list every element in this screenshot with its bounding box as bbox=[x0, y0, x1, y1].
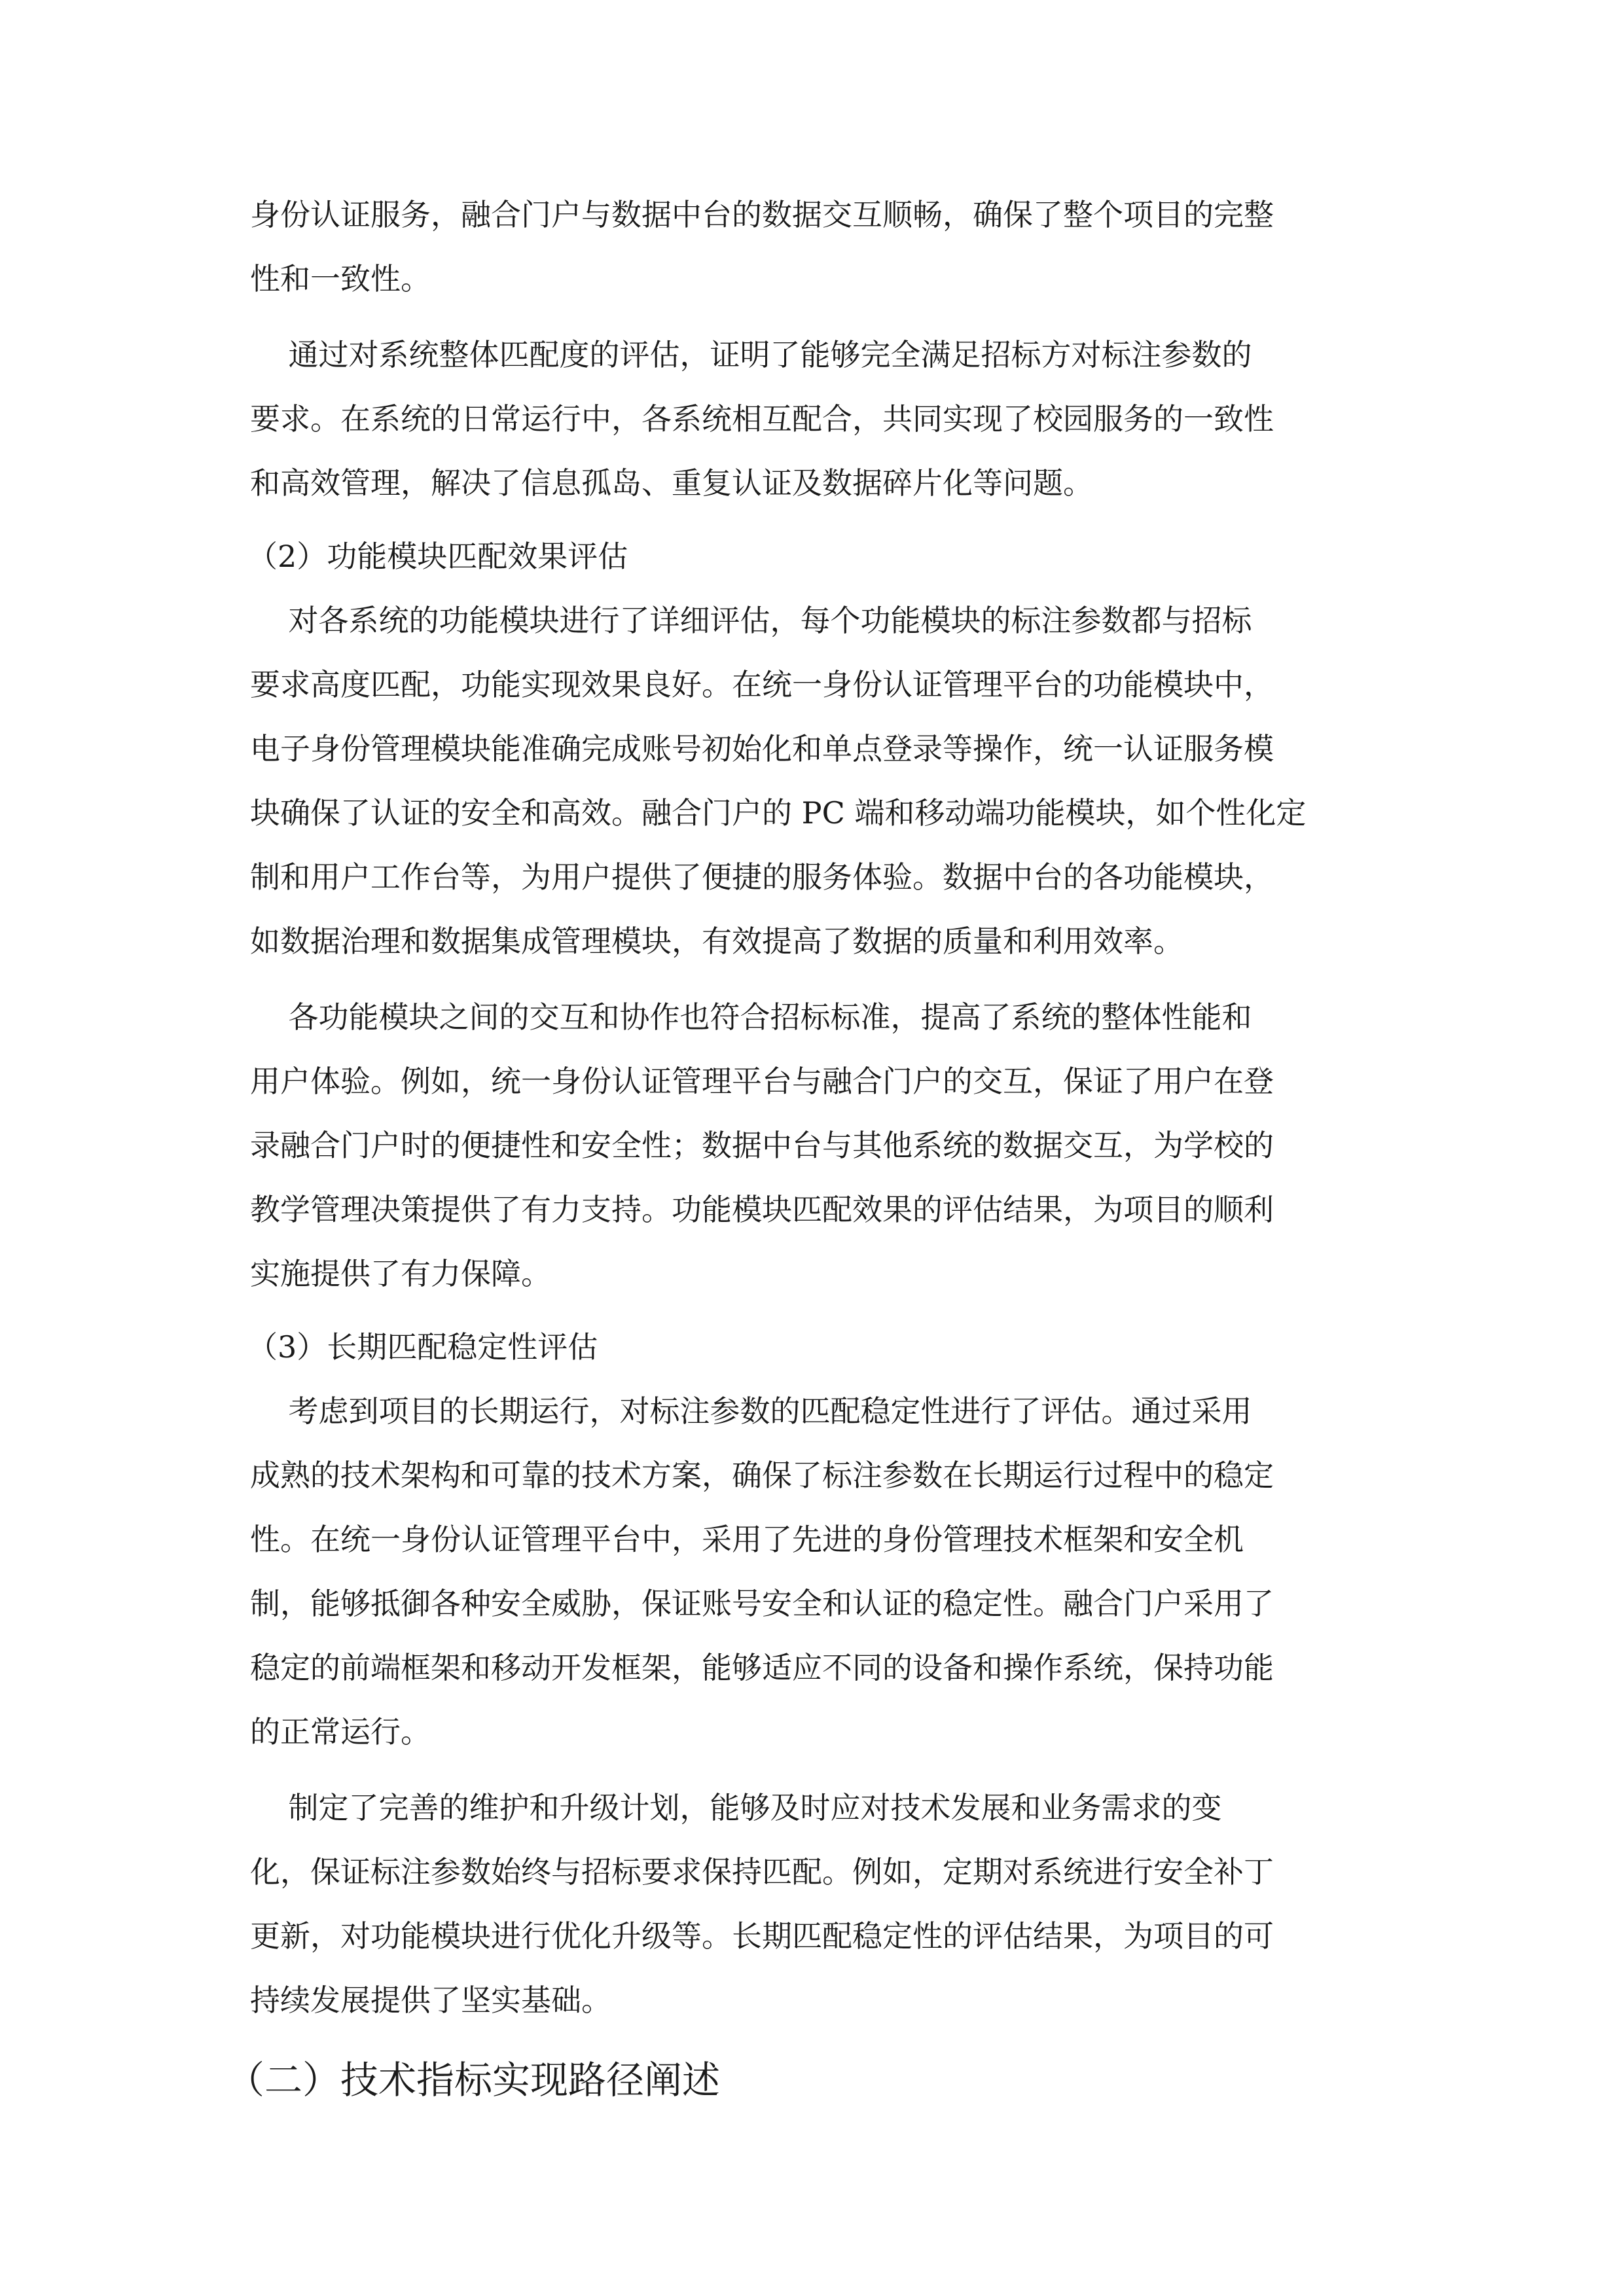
text-line: 教学管理决策提供了有力支持。功能模块匹配效果的评估结果，为项目的顺利 bbox=[250, 1192, 1274, 1227]
text-line: 和高效管理，解决了信息孤岛、重复认证及数据碎片化等问题。 bbox=[250, 465, 1093, 501]
text-line: 各功能模块之间的交互和协作也符合招标标准，提高了系统的整体性能和 bbox=[250, 999, 1252, 1035]
text-line: 录融合门户时的便捷性和安全性；数据中台与其他系统的数据交互，为学校的 bbox=[250, 1128, 1274, 1163]
text-line: 性和一致性。 bbox=[250, 261, 431, 296]
text-line: 稳定的前端框架和移动开发框架，能够适应不同的设备和操作系统，保持功能 bbox=[250, 1650, 1274, 1685]
text-line: 化，保证标注参数始终与招标要求保持匹配。例如，定期对系统进行安全补丁 bbox=[250, 1854, 1274, 1890]
subheading: （3）长期匹配稳定性评估 bbox=[247, 1329, 598, 1365]
text-line: 持续发展提供了坚实基础。 bbox=[250, 1982, 611, 2018]
text-line: 实施提供了有力保障。 bbox=[250, 1256, 551, 1291]
text-line: 对各系统的功能模块进行了详细评估，每个功能模块的标注参数都与招标 bbox=[250, 603, 1252, 638]
text-line: 的正常运行。 bbox=[250, 1714, 431, 1749]
text-line: 更新，对功能模块进行优化升级等。长期匹配稳定性的评估结果，为项目的可 bbox=[250, 1918, 1274, 1954]
text-line: 制和用户工作台等，为用户提供了便捷的服务体验。数据中台的各功能模块， bbox=[250, 859, 1274, 895]
text-line: 性。在统一身份认证管理平台中，采用了先进的身份管理技术框架和安全机 bbox=[250, 1522, 1244, 1557]
text-line: 考虑到项目的长期运行，对标注参数的匹配稳定性进行了评估。通过采用 bbox=[250, 1393, 1252, 1429]
text-line: 如数据治理和数据集成管理模块，有效提高了数据的质量和利用效率。 bbox=[250, 924, 1183, 959]
text-line: 通过对系统整体匹配度的评估，证明了能够完全满足招标方对标注参数的 bbox=[250, 337, 1252, 372]
text-line: 用户体验。例如，统一身份认证管理平台与融合门户的交互，保证了用户在登 bbox=[250, 1064, 1274, 1099]
subheading: （2）功能模块匹配效果评估 bbox=[247, 539, 628, 574]
text-line: 成熟的技术架构和可靠的技术方案，确保了标注参数在长期运行过程中的稳定 bbox=[250, 1458, 1274, 1493]
text-line: 要求高度匹配，功能实现效果良好。在统一身份认证管理平台的功能模块中， bbox=[250, 667, 1274, 702]
section-heading: （二）技术指标实现路径阐述 bbox=[226, 2058, 721, 2102]
text-line: 电子身份管理模块能准确完成账号初始化和单点登录等操作，统一认证服务模 bbox=[250, 731, 1274, 766]
text-line: 块确保了认证的安全和高效。融合门户的 PC 端和移动端功能模块，如个性化定 bbox=[250, 795, 1307, 831]
text-line: 制定了完善的维护和升级计划，能够及时应对技术发展和业务需求的变 bbox=[250, 1790, 1222, 1825]
text-line: 要求。在系统的日常运行中，各系统相互配合，共同实现了校园服务的一致性 bbox=[250, 401, 1274, 437]
text-line: 身份认证服务，融合门户与数据中台的数据交互顺畅，确保了整个项目的完整 bbox=[250, 197, 1274, 232]
text-line: 制，能够抵御各种安全威胁，保证账号安全和认证的稳定性。融合门户采用了 bbox=[250, 1586, 1274, 1621]
